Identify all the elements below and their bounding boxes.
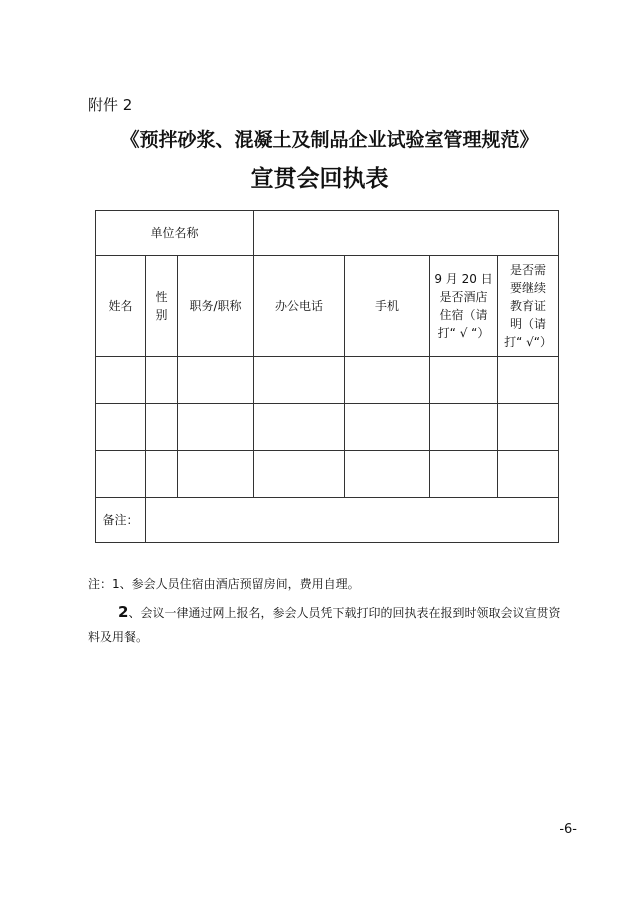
header-cert-line5: 打“ √“）	[504, 335, 552, 349]
table-cell[interactable]	[498, 357, 559, 404]
table-row	[96, 451, 559, 498]
table-cell[interactable]	[254, 357, 345, 404]
remarks-label: 备注：	[96, 498, 146, 543]
header-cert-line2: 要继续	[510, 281, 547, 295]
table-row	[96, 404, 559, 451]
header-cert-line1: 是否需	[510, 263, 547, 277]
header-hotel-line4: 打“ √ “）	[437, 326, 490, 340]
header-gender-line1: 性	[155, 290, 168, 304]
table-cell[interactable]	[178, 451, 254, 498]
header-hotel-line1: 9 月 20 日	[434, 272, 493, 286]
table-cell[interactable]	[430, 404, 498, 451]
form-title: 宣贯会回执表	[250, 165, 389, 192]
table-cell[interactable]	[146, 357, 178, 404]
table-cell[interactable]	[430, 451, 498, 498]
header-hotel-line3: 住宿（请	[439, 308, 488, 322]
table-cell[interactable]	[254, 451, 345, 498]
remarks-input[interactable]	[146, 498, 559, 543]
table-cell[interactable]	[254, 404, 345, 451]
page-number: -6-	[559, 822, 577, 837]
table-cell[interactable]	[96, 451, 146, 498]
table-cell[interactable]	[146, 404, 178, 451]
table-cell[interactable]	[146, 451, 178, 498]
header-gender-line2: 别	[155, 308, 168, 322]
header-mobile: 手机	[345, 256, 430, 357]
table-cell[interactable]	[345, 451, 430, 498]
unit-name-label: 单位名称	[96, 211, 254, 256]
table-cell[interactable]	[430, 357, 498, 404]
table-cell[interactable]	[498, 404, 559, 451]
note-2-text: 、会议一律通过网上报名，参会人员凭下载打印的回执表在报到时领取会议宣贯资料及用餐。	[88, 606, 561, 644]
header-office-phone: 办公电话	[254, 256, 345, 357]
header-hotel	[430, 256, 498, 357]
table-cell[interactable]	[96, 357, 146, 404]
unit-name-row	[96, 211, 559, 256]
header-row	[96, 256, 559, 357]
note-1: 注：1、参会人员住宿由酒店预留房间，费用自理。	[88, 577, 360, 591]
header-name: 姓名	[96, 256, 146, 357]
table-cell[interactable]	[498, 451, 559, 498]
header-cert-line3: 教育证	[510, 299, 547, 313]
table-cell[interactable]	[178, 404, 254, 451]
table-row	[96, 357, 559, 404]
remarks-row	[96, 498, 559, 543]
receipt-table	[95, 210, 559, 543]
table-cell[interactable]	[345, 357, 430, 404]
note-2	[88, 600, 563, 649]
note-2-number: 2	[118, 603, 129, 621]
header-position: 职务/职称	[178, 256, 254, 357]
header-cert-line4: 明（请	[510, 317, 547, 331]
header-certificate	[498, 256, 559, 357]
table-cell[interactable]	[96, 404, 146, 451]
table-cell[interactable]	[178, 357, 254, 404]
table-cell[interactable]	[345, 404, 430, 451]
unit-name-input[interactable]	[254, 211, 559, 256]
header-gender	[146, 256, 178, 357]
attachment-label: 附件 2	[88, 96, 133, 114]
document-title: 《预拌砂浆、混凝土及制品企业试验室管理规范》	[120, 129, 539, 151]
header-hotel-line2: 是否酒店	[439, 290, 488, 304]
